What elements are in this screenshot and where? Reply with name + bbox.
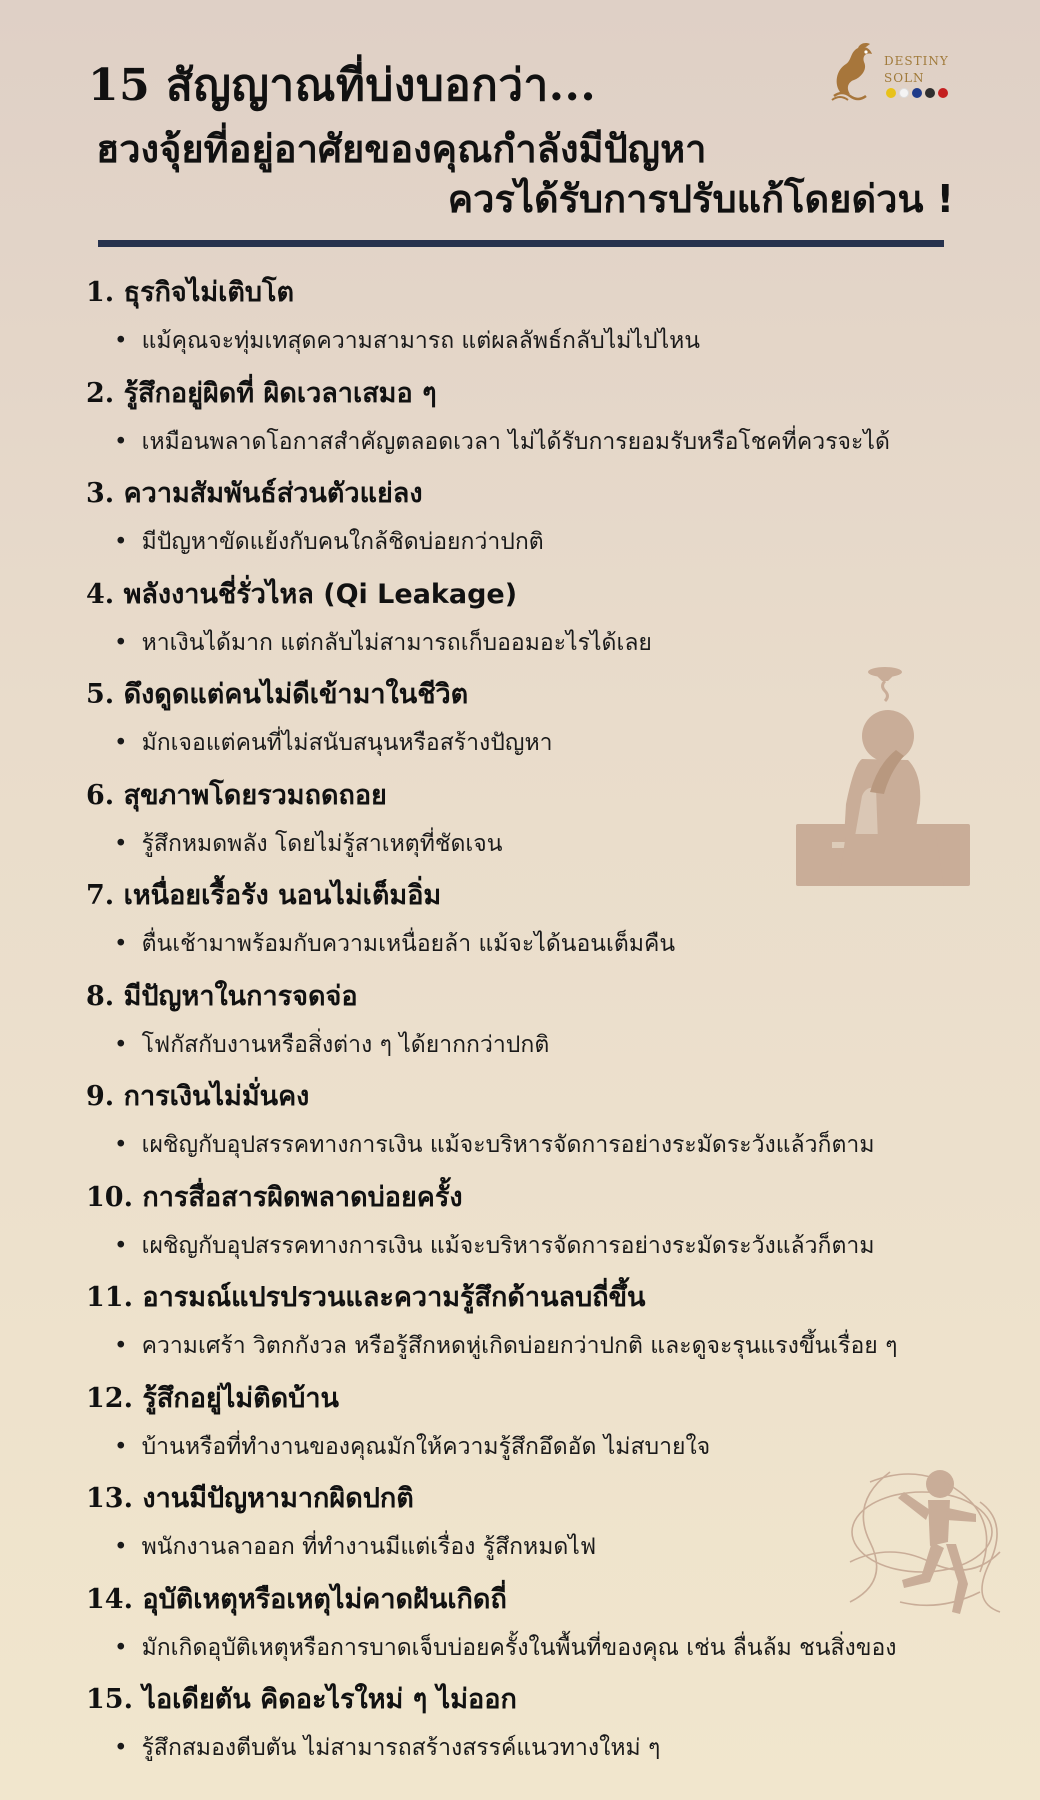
- item-number: 13.: [86, 1483, 133, 1514]
- item-description-line: [114, 1730, 1026, 1766]
- item-heading: [86, 1072, 1026, 1117]
- item-description-line: [114, 625, 1026, 661]
- item-description: พนักงานลาออก ที่ทำงานมีแต่เรื่อง รู้สึกหมดไฟ: [141, 1534, 597, 1560]
- item-title: การเงินไม่มั่นคง: [123, 1081, 310, 1112]
- bullet-icon: •: [114, 1735, 128, 1761]
- page-title: 15 สัญญาณที่บ่งบอกว่า...: [88, 60, 597, 111]
- item-number: 1.: [86, 277, 115, 308]
- item-heading: [86, 1374, 1026, 1419]
- item-title: อารมณ์แปรปรวนและความรู้สึกด้านลบถี่ขึ้น: [142, 1282, 646, 1313]
- item-title: การสื่อสารผิดพลาดบ่อยครั้ง: [142, 1181, 463, 1213]
- item-heading: [86, 1173, 1026, 1218]
- list-item: [86, 469, 1026, 570]
- bullet-icon: •: [114, 1031, 128, 1058]
- logo-text-line1: DESTINY: [884, 54, 949, 68]
- item-description-line: [114, 424, 1026, 460]
- list-item: [86, 1173, 1026, 1274]
- logo-dot: [912, 88, 922, 98]
- dragon-logo-icon: [830, 40, 882, 102]
- item-heading: [86, 369, 1026, 414]
- item-heading: [86, 268, 1026, 313]
- item-description-line: [114, 524, 1026, 560]
- list-item: [86, 871, 1026, 972]
- logo-text-line2: SOLN: [884, 71, 925, 85]
- bullet-icon: •: [114, 428, 128, 455]
- bullet-icon: •: [114, 1433, 128, 1460]
- item-number: 4.: [86, 578, 115, 610]
- page-subtitle-line2: ควรได้รับการปรับแก้โดยด่วน !: [447, 177, 954, 221]
- item-number: 3.: [86, 478, 115, 509]
- bullet-icon: •: [114, 1333, 128, 1359]
- item-description-line: [114, 1630, 1026, 1666]
- list-item: [86, 1374, 1026, 1475]
- item-number: 11.: [86, 1282, 133, 1313]
- item-title: ไอเดียตัน คิดอะไรใหม่ ๆ ไม่ออก: [142, 1684, 517, 1715]
- item-description-line: [114, 1027, 1026, 1063]
- list-item: [86, 268, 1026, 369]
- item-description-line: [114, 926, 1026, 962]
- item-heading: [86, 469, 1026, 514]
- tangled-person-illustration: [830, 1462, 1010, 1620]
- item-description: มีปัญหาขัดแย้งกับคนใกล้ชิดบ่อยกว่าปกติ: [141, 529, 544, 555]
- item-title: สุขภาพโดยรวมถดถอย: [123, 779, 387, 811]
- bullet-icon: •: [114, 1132, 128, 1158]
- item-description-line: [114, 1429, 1026, 1465]
- item-description-line: [114, 323, 1026, 359]
- item-title: พลังงานชี่รั่วไหล (Qi Leakage): [123, 578, 518, 610]
- item-title: ธุรกิจไม่เติบโต: [123, 277, 295, 308]
- item-title: อุบัติเหตุหรือเหตุไม่คาดฝันเกิดถี่: [142, 1583, 507, 1615]
- bullet-icon: •: [114, 1634, 128, 1661]
- distressed-person-illustration: [796, 664, 970, 886]
- item-description: ความเศร้า วิตกกังวล หรือรู้สึกหดหู่เกิดบ่อยกว่าปกติ และดูจะรุนแรงขึ้นเรื่อย ๆ: [141, 1333, 898, 1359]
- item-heading: [86, 1675, 1026, 1720]
- item-description: รู้สึกหมดพลัง โดยไม่รู้สาเหตุที่ชัดเจน: [141, 830, 503, 857]
- item-description-line: [114, 1127, 1026, 1163]
- item-number: 10.: [86, 1181, 133, 1213]
- list-item: [86, 369, 1026, 470]
- item-title: รู้สึกอยู่ไม่ติดบ้าน: [142, 1382, 339, 1414]
- item-title: เหนื่อยเรื้อรัง นอนไม่เต็มอิ่ม: [123, 880, 442, 911]
- item-number: 7.: [86, 880, 115, 911]
- item-description-line: [114, 1328, 1026, 1364]
- page-subtitle-line1: ฮวงจุ้ยที่อยู่อาศัยของคุณกำลังมีปัญหา: [96, 127, 707, 171]
- item-heading: [86, 570, 1026, 615]
- item-number: 9.: [86, 1081, 115, 1112]
- list-item: [86, 570, 1026, 671]
- bullet-icon: •: [114, 830, 128, 857]
- item-heading: [86, 1273, 1026, 1318]
- bullet-icon: •: [114, 931, 128, 957]
- logo-dot: [925, 88, 935, 98]
- bullet-icon: •: [114, 529, 128, 555]
- list-item: [86, 1675, 1026, 1776]
- title-divider: [98, 240, 944, 247]
- bullet-icon: •: [114, 629, 128, 656]
- item-number: 14.: [86, 1583, 133, 1615]
- item-description: หาเงินได้มาก แต่กลับไม่สามารถเก็บออมอะไรได้เลย: [141, 629, 652, 656]
- bullet-icon: •: [114, 730, 128, 756]
- item-number: 8.: [86, 980, 115, 1012]
- bullet-icon: •: [114, 328, 128, 354]
- bullet-icon: •: [114, 1534, 128, 1560]
- item-description: บ้านหรือที่ทำงานของคุณมักให้ความรู้สึกอึดอัด ไม่สบายใจ: [141, 1433, 711, 1460]
- item-title: ดึงดูดแต่คนไม่ดีเข้ามาในชีวิต: [123, 679, 469, 710]
- list-item: [86, 1072, 1026, 1173]
- item-description: เผชิญกับอุปสรรคทางการเงิน แม้จะบริหารจัดการอย่างระมัดระวังแล้วก็ตาม: [141, 1232, 875, 1259]
- item-number: 15.: [86, 1684, 133, 1715]
- logo-color-dots: [886, 88, 948, 98]
- item-title: งานมีปัญหามากผิดปกติ: [142, 1483, 414, 1514]
- list-item: [86, 972, 1026, 1073]
- item-heading: [86, 972, 1026, 1017]
- item-title: มีปัญหาในการจดจ่อ: [123, 980, 358, 1012]
- item-description-line: [114, 1228, 1026, 1264]
- item-description: แม้คุณจะทุ่มเทสุดความสามารถ แต่ผลลัพธ์กลับไม่ไปไหน: [141, 328, 701, 354]
- item-description: มักเกิดอุบัติเหตุหรือการบาดเจ็บบ่อยครั้งในพื้นที่ของคุณ เช่น ลื่นล้ม ชนสิ่งของ: [141, 1634, 897, 1661]
- item-number: 2.: [86, 377, 115, 409]
- item-number: 5.: [86, 679, 115, 710]
- item-description: รู้สึกสมองตีบตัน ไม่สามารถสร้างสรรค์แนวทางใหม่ ๆ: [141, 1735, 661, 1761]
- item-description: เผชิญกับอุปสรรคทางการเงิน แม้จะบริหารจัดการอย่างระมัดระวังแล้วก็ตาม: [141, 1132, 875, 1158]
- item-description: ตื่นเช้ามาพร้อมกับความเหนื่อยล้า แม้จะได้นอนเต็มคืน: [141, 931, 676, 957]
- item-title: ความสัมพันธ์ส่วนตัวแย่ลง: [123, 478, 423, 509]
- item-title: รู้สึกอยู่ผิดที่ ผิดเวลาเสมอ ๆ: [123, 377, 437, 409]
- list-item: [86, 1273, 1026, 1374]
- item-number: 12.: [86, 1382, 133, 1414]
- item-description: เหมือนพลาดโอกาสสำคัญตลอดเวลา ไม่ได้รับการยอมรับหรือโชคที่ควรจะได้: [141, 428, 890, 455]
- bullet-icon: •: [114, 1232, 128, 1259]
- item-number: 6.: [86, 779, 115, 811]
- destiny-soln-logo: [830, 40, 954, 104]
- logo-dot: [899, 88, 909, 98]
- logo-dot: [938, 88, 948, 98]
- item-description: มักเจอแต่คนที่ไม่สนับสนุนหรือสร้างปัญหา: [141, 730, 553, 756]
- item-description: โฟกัสกับงานหรือสิ่งต่าง ๆ ได้ยากกว่าปกติ: [141, 1031, 550, 1058]
- logo-dot: [886, 88, 896, 98]
